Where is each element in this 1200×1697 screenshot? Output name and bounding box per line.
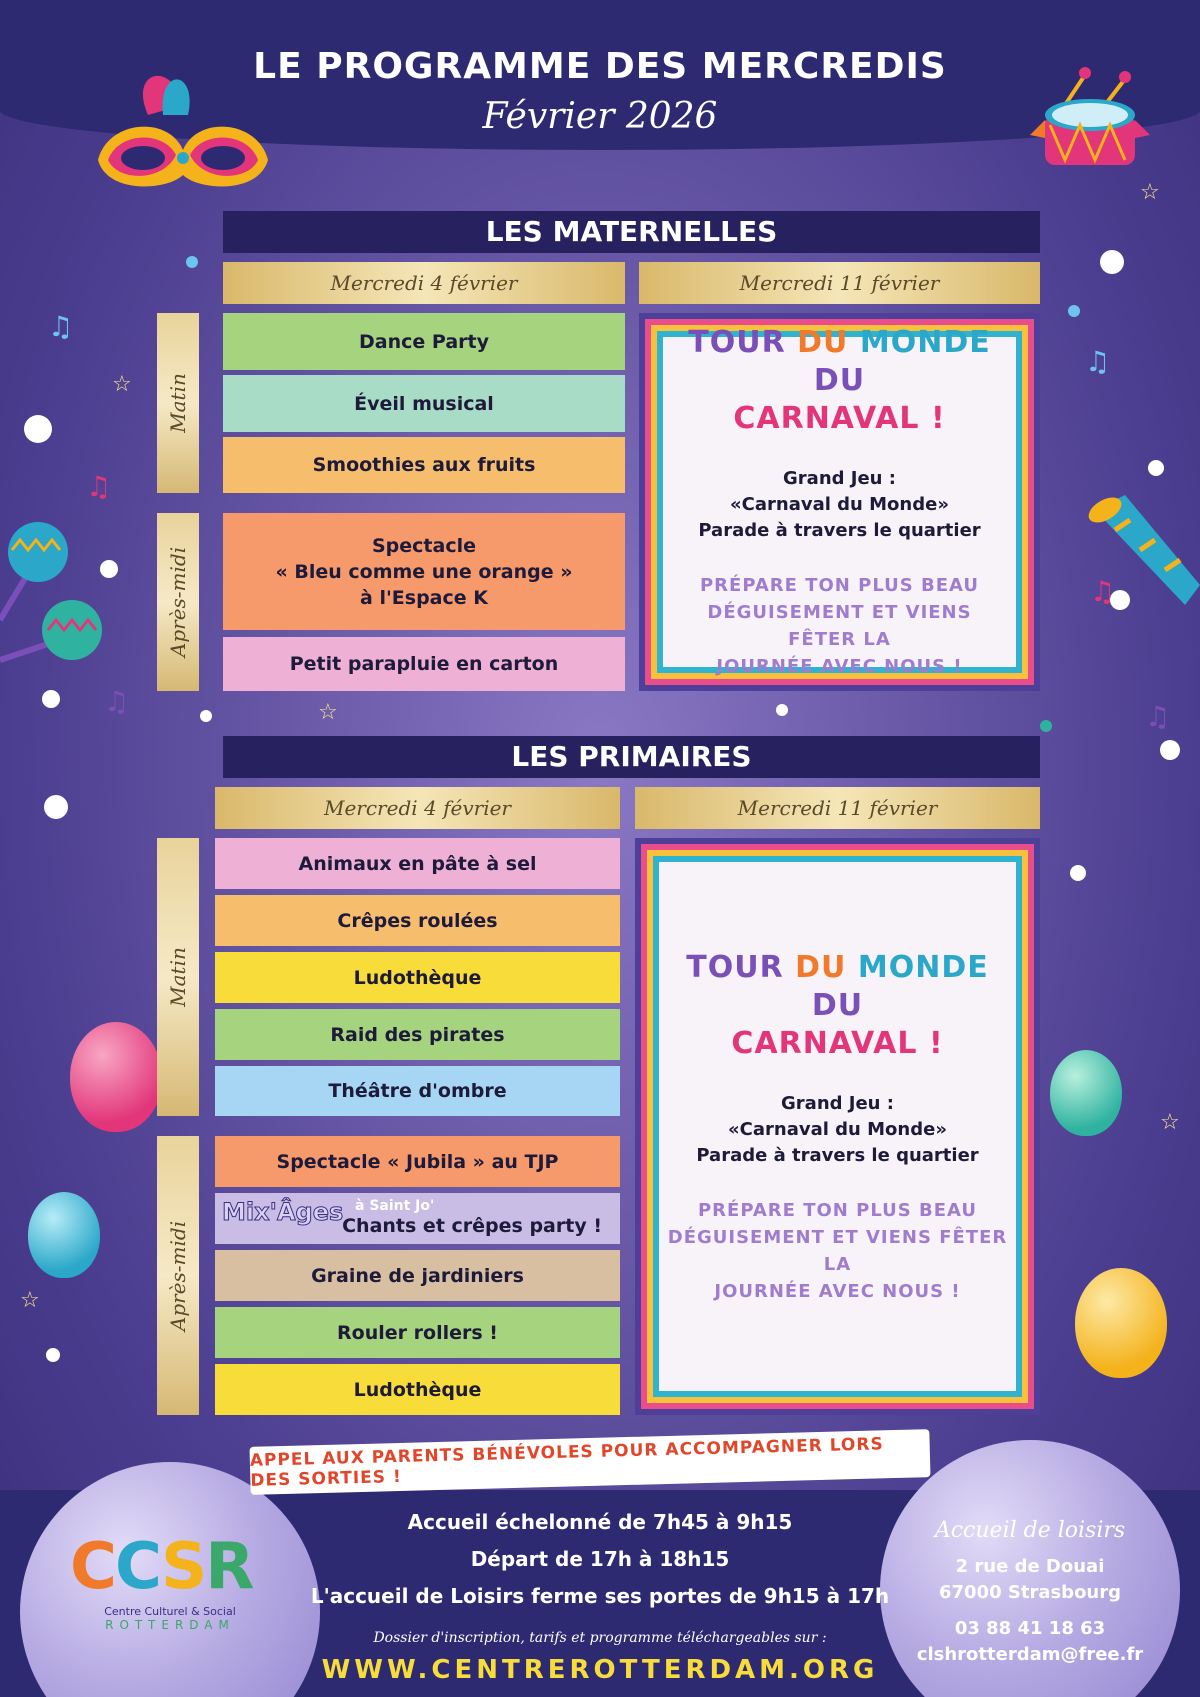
carnival-card-primaires bbox=[635, 838, 1040, 1415]
card-title bbox=[667, 949, 1008, 1063]
card-cta bbox=[671, 572, 1008, 680]
card-cta-line: PRÉPARE TON PLUS BEAU bbox=[697, 1199, 978, 1221]
confetti-dot bbox=[100, 560, 118, 578]
activity-item: Théâtre d'ombre bbox=[215, 1066, 620, 1116]
section-title-primaires: LES PRIMAIRES bbox=[223, 736, 1040, 778]
card-game-line: Parade à travers le quartier bbox=[696, 1144, 979, 1166]
activity-item: Spectacle « Jubila » au TJP bbox=[215, 1136, 620, 1187]
activity-line: « Bleu comme une orange » bbox=[275, 560, 573, 583]
maracas-icon bbox=[0, 510, 110, 670]
star-icon: ☆ bbox=[20, 1288, 40, 1313]
card-game-line: Grand Jeu : bbox=[783, 468, 896, 489]
period-label-apres-midi bbox=[157, 513, 199, 691]
card-title-word: CARNAVAL ! bbox=[733, 401, 946, 436]
info-line: Départ de 17h à 18h15 bbox=[470, 1547, 730, 1571]
confetti-dot bbox=[44, 795, 68, 819]
music-note-icon: ♫ bbox=[1145, 700, 1171, 733]
confetti-dot bbox=[1070, 865, 1086, 881]
contact-city: 67000 Strasbourg bbox=[938, 1582, 1122, 1603]
card-title-word: MONDE bbox=[859, 325, 991, 360]
confetti-dot bbox=[1160, 740, 1180, 760]
music-note-icon: ♫ bbox=[1085, 345, 1111, 378]
card-game-line: Parade à travers le quartier bbox=[698, 520, 981, 541]
card-title-word: MONDE bbox=[857, 949, 989, 985]
activity-item: Éveil musical bbox=[223, 375, 625, 432]
card-cta-line: JOURNÉE AVEC NOUS ! bbox=[714, 1280, 961, 1302]
logo-subtitle-2: ROTTERDAM bbox=[105, 1618, 235, 1632]
card-game bbox=[698, 466, 980, 544]
info-line: L'accueil de Loisirs ferme ses portes de 9h15 à 17h bbox=[310, 1584, 890, 1608]
card-title-word: TOUR bbox=[688, 325, 786, 360]
carnival-mask-icon bbox=[88, 60, 278, 200]
card-game-line: Grand Jeu : bbox=[781, 1092, 894, 1114]
page-title: LE PROGRAMME DES MERCREDIS bbox=[253, 46, 947, 87]
music-note-icon: ♫ bbox=[48, 310, 74, 343]
card-title-word: CARNAVAL ! bbox=[731, 1025, 944, 1061]
carnival-card-maternelles bbox=[639, 313, 1040, 691]
star-icon: ☆ bbox=[1140, 180, 1160, 205]
period-label-text: Matin bbox=[166, 947, 190, 1007]
card-title bbox=[671, 324, 1008, 438]
carnival-card-body bbox=[645, 319, 1034, 685]
logo-letter: R bbox=[205, 1530, 253, 1604]
contact-email[interactable]: clshrotterdam@free.fr bbox=[916, 1644, 1144, 1665]
activity-item: Crêpes roulées bbox=[215, 895, 620, 946]
logo-letter: C bbox=[114, 1530, 162, 1604]
contact-street: 2 rue de Douai bbox=[955, 1556, 1105, 1577]
activity-line: à l'Espace K bbox=[360, 586, 488, 609]
date-header-4-fevrier: Mercredi 4 février bbox=[223, 262, 625, 304]
card-cta-line: DÉGUISEMENT ET VIENS FÊTER LA bbox=[667, 1226, 1008, 1275]
info-line: Accueil échelonné de 7h45 à 9h15 bbox=[407, 1510, 793, 1534]
card-game-line: «Carnaval du Monde» bbox=[728, 1118, 947, 1140]
confetti-dot bbox=[42, 690, 60, 708]
volunteer-banner: APPEL AUX PARENTS BÉNÉVOLES POUR ACCOMPAGNER LORS DES SORTIES ! bbox=[249, 1429, 930, 1495]
period-label-text: Après-midi bbox=[166, 1220, 190, 1331]
date-header-11-fevrier: Mercredi 11 février bbox=[639, 262, 1040, 304]
activity-item-mixages: Chants et crêpes party ! bbox=[215, 1193, 620, 1244]
logo-subtitle: Centre Culturel & Social bbox=[104, 1605, 236, 1618]
card-title-word: DU bbox=[797, 325, 849, 360]
star-icon: ☆ bbox=[112, 372, 132, 397]
music-note-icon: ♫ bbox=[86, 470, 112, 503]
activity-item: Ludothèque bbox=[215, 952, 620, 1003]
activity-item: Ludothèque bbox=[215, 1364, 620, 1415]
activity-item: Graine de jardiniers bbox=[215, 1250, 620, 1301]
confetti-dot bbox=[200, 710, 212, 722]
activity-item: Animaux en pâte à sel bbox=[215, 838, 620, 889]
card-cta-line: JOURNÉE AVEC NOUS ! bbox=[716, 656, 963, 677]
date-header-4-fevrier: Mercredi 4 février bbox=[215, 787, 620, 829]
period-label-text: Matin bbox=[166, 373, 190, 433]
contact-heading: Accueil de loisirs bbox=[934, 1518, 1126, 1543]
activity-item: Raid des pirates bbox=[215, 1009, 620, 1060]
confetti-dot bbox=[186, 256, 198, 268]
card-title-word: DU bbox=[813, 363, 866, 398]
activity-item: Dance Party bbox=[223, 313, 625, 370]
activity-item: Petit parapluie en carton bbox=[223, 637, 625, 691]
contact-phone[interactable]: 03 88 41 18 63 bbox=[954, 1618, 1106, 1639]
period-label-apres-midi bbox=[157, 1136, 199, 1415]
card-game bbox=[696, 1091, 978, 1169]
card-title-word: DU bbox=[811, 987, 864, 1023]
card-game-line: «Carnaval du Monde» bbox=[730, 494, 949, 515]
music-note-icon: ♫ bbox=[104, 685, 130, 718]
ccsr-logo bbox=[70, 1530, 270, 1632]
logo-letters bbox=[70, 1530, 270, 1604]
activity-item: Smoothies aux fruits bbox=[223, 437, 625, 493]
confetti-dot bbox=[1148, 460, 1164, 476]
period-label-matin bbox=[157, 313, 199, 493]
star-icon: ☆ bbox=[318, 700, 338, 725]
date-header-11-fevrier: Mercredi 11 février bbox=[635, 787, 1040, 829]
activity-line: Spectacle bbox=[372, 534, 476, 557]
carnival-card-body bbox=[641, 844, 1034, 1409]
balloon-icon bbox=[28, 1192, 100, 1278]
drum-icon bbox=[1025, 65, 1155, 175]
card-cta-line: PRÉPARE TON PLUS BEAU bbox=[699, 575, 980, 596]
period-label-matin bbox=[157, 838, 199, 1116]
balloon-icon bbox=[1050, 1050, 1122, 1136]
confetti-dot bbox=[46, 1348, 60, 1362]
confetti-dot bbox=[1040, 720, 1052, 732]
activity-item-spectacle bbox=[223, 513, 625, 630]
confetti-dot bbox=[24, 415, 52, 443]
mixages-logo: Mix'Âges bbox=[222, 1198, 344, 1226]
confetti-dot bbox=[776, 704, 788, 716]
confetti-dot bbox=[1100, 250, 1124, 274]
activity-item: Rouler rollers ! bbox=[215, 1307, 620, 1358]
logo-letter: S bbox=[161, 1530, 206, 1604]
mixages-place: à Saint Jo' bbox=[355, 1198, 435, 1214]
website-link[interactable]: WWW.CENTREROTTERDAM.ORG bbox=[321, 1655, 879, 1685]
balloon-icon bbox=[1075, 1268, 1167, 1378]
section-title-maternelles: LES MATERNELLES bbox=[223, 211, 1040, 253]
download-note: Dossier d'inscription, tarifs et programme téléchargeables sur : bbox=[373, 1630, 827, 1646]
music-note-icon: ♫ bbox=[1090, 575, 1116, 608]
star-icon: ☆ bbox=[1160, 1110, 1180, 1135]
card-cta bbox=[667, 1197, 1008, 1305]
card-title-word: TOUR bbox=[686, 949, 784, 985]
card-cta-line: DÉGUISEMENT ET VIENS FÊTER LA bbox=[707, 602, 972, 650]
page-subtitle: Février 2026 bbox=[482, 96, 718, 137]
period-label-text: Après-midi bbox=[166, 546, 190, 658]
logo-letter: C bbox=[70, 1530, 115, 1604]
balloon-icon bbox=[70, 1022, 162, 1132]
confetti-dot bbox=[1068, 305, 1080, 317]
card-title-word: DU bbox=[795, 949, 847, 985]
